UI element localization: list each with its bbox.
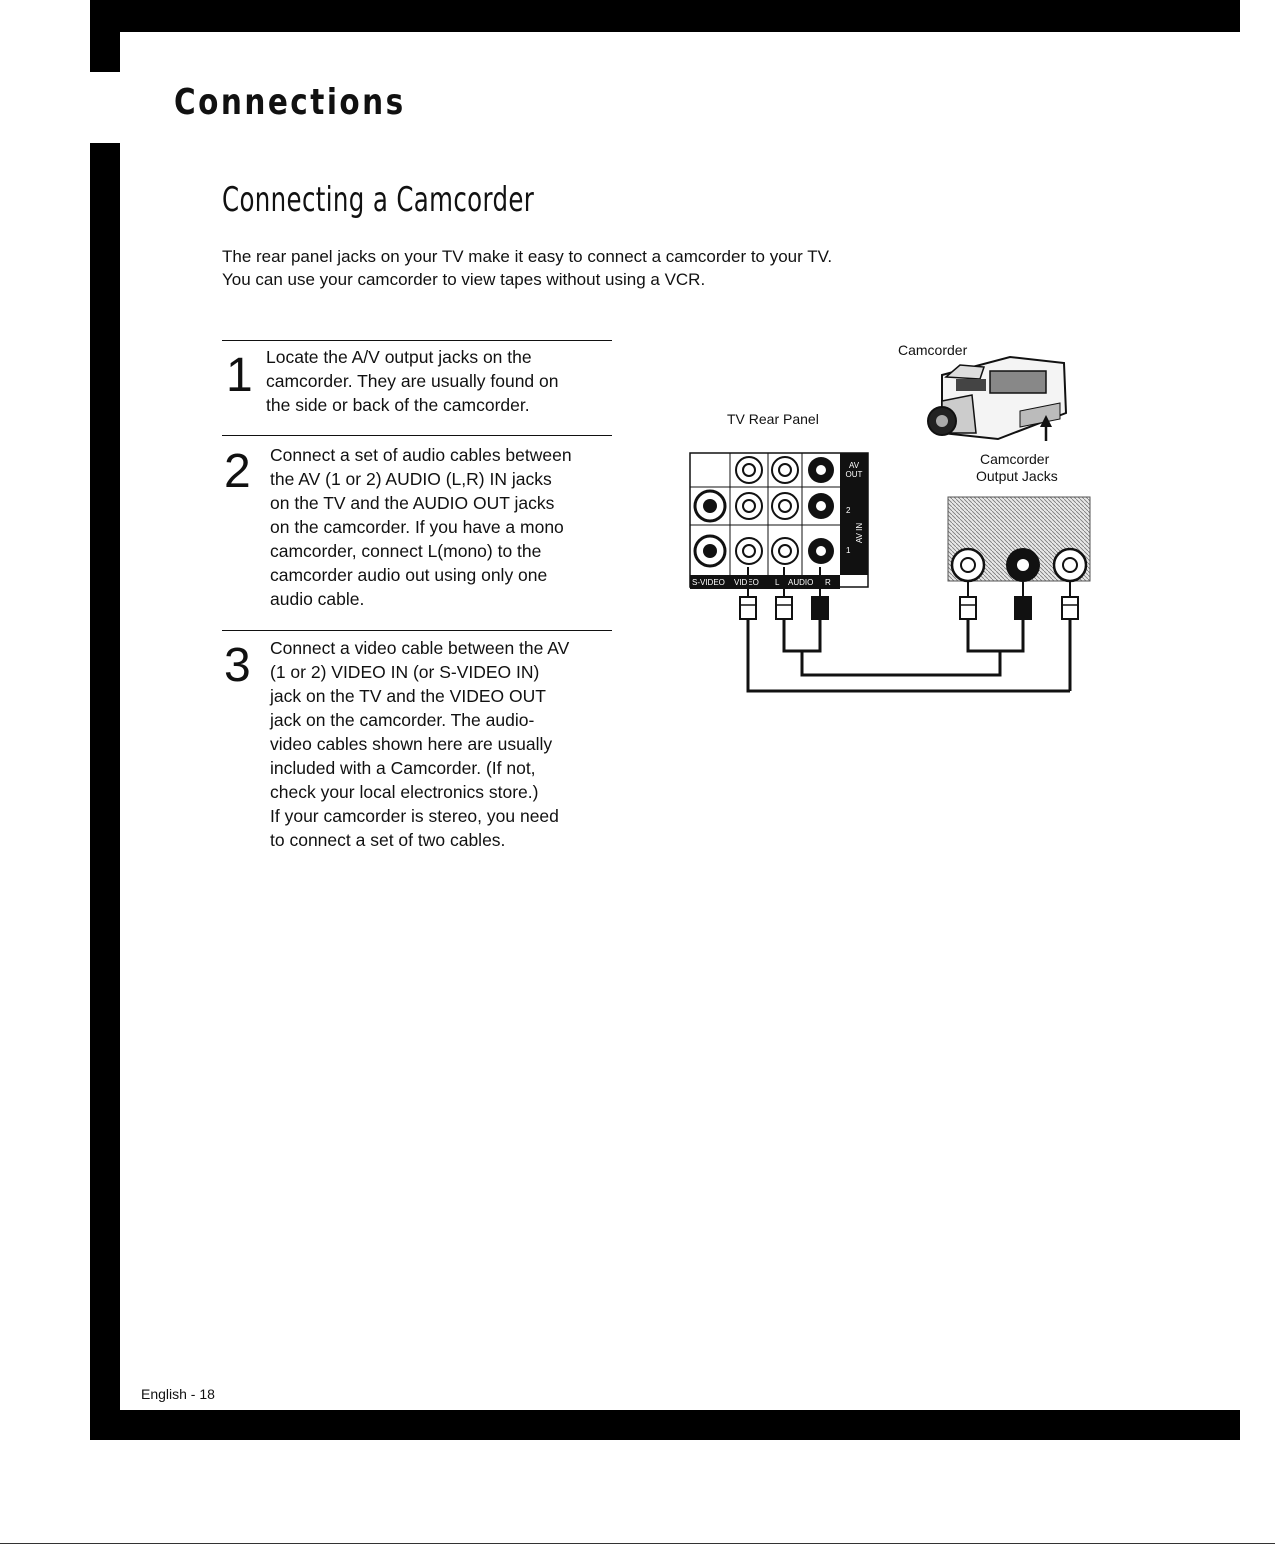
intro-line: The rear panel jacks on your TV make it easy to connect a camcorder to your TV. [222, 247, 833, 266]
camcorder-jack-panel [948, 497, 1090, 582]
camcorder-output-label: Output Jacks [976, 468, 1058, 484]
camcorder-label: Camcorder [898, 342, 968, 358]
rca-jack [772, 538, 798, 564]
audio-l-label: L [775, 578, 780, 587]
audio-label: AUDIO [788, 578, 814, 587]
step-line: Locate the A/V output jacks on the [266, 347, 532, 367]
subsection-title: Connecting a Camcorder [222, 180, 535, 220]
step-number: 1 [226, 349, 253, 402]
rca-jack [736, 538, 762, 564]
step-divider [222, 435, 612, 436]
step-line: on the TV and the AUDIO OUT jacks [270, 493, 555, 513]
camcorder-output-label: Camcorder [980, 451, 1050, 467]
step-number: 2 [224, 445, 251, 498]
section-title: Connections [174, 82, 406, 123]
step-line: check your local electronics store.) [270, 782, 539, 802]
rca-jack [808, 457, 834, 483]
intro-paragraph [222, 245, 832, 291]
step-line: the AV (1 or 2) AUDIO (L,R) IN jacks [270, 469, 552, 489]
rca-jack [952, 549, 984, 581]
step-line: to connect a set of two cables. [270, 830, 506, 850]
rca-jack [736, 457, 762, 483]
av-in-label: AV IN [855, 522, 864, 544]
step-3-text [270, 636, 569, 852]
step-line: (1 or 2) VIDEO IN (or S-VIDEO IN) [270, 662, 540, 682]
s-video-jack [695, 536, 725, 566]
top-border-bar [90, 0, 1240, 32]
intro-line: You can use your camcorder to view tapes without using a VCR. [222, 270, 706, 289]
step-1-text [266, 345, 558, 417]
video-label: VIDEO [734, 578, 759, 587]
step-line: the side or back of the camcorder. [266, 395, 530, 415]
step-line: Connect a set of audio cables between [270, 445, 572, 465]
rca-jack [1006, 548, 1040, 582]
connection-diagram [680, 335, 1100, 705]
rca-jack [772, 493, 798, 519]
bottom-border-bar [90, 1410, 1240, 1440]
rca-jack [772, 457, 798, 483]
step-line: camcorder, connect L(mono) to the [270, 541, 542, 561]
step-line: video cables shown here are usually [270, 734, 553, 754]
step-2-text [270, 443, 572, 611]
step-line: Connect a video cable between the AV [270, 638, 570, 658]
step-line: camcorder audio out using only one [270, 565, 548, 585]
step-number: 3 [224, 639, 251, 692]
s-video-label: S-VIDEO [692, 578, 725, 587]
s-video-jack [695, 491, 725, 521]
step-divider [222, 630, 612, 631]
audio-r-label: R [825, 578, 831, 587]
step-divider [222, 340, 612, 341]
tv-rear-panel-label: TV Rear Panel [727, 411, 819, 427]
step-line: included with a Camcorder. (If not, [270, 758, 536, 778]
step-line: audio cable. [270, 589, 365, 609]
rca-jack [1054, 549, 1086, 581]
step-line: on the camcorder. If you have a mono [270, 517, 564, 537]
rca-jack [736, 493, 762, 519]
av-out-label: AV [848, 461, 860, 470]
top-left-border-stub [90, 32, 120, 72]
tv-rear-panel [690, 453, 868, 589]
rca-jack [808, 538, 834, 564]
step-line: camcorder. They are usually found on [266, 371, 559, 391]
step-line: jack on the camcorder. The audio- [270, 710, 535, 730]
page-number: English - 18 [141, 1386, 215, 1402]
rca-jack [808, 493, 834, 519]
av-in-row-label: 1 [846, 546, 851, 555]
av-out-label: OUT [845, 470, 863, 479]
step-line: If your camcorder is stereo, you need [270, 806, 559, 826]
page-edge-line [0, 1543, 1275, 1544]
av-in-row-label: 2 [846, 506, 851, 515]
left-border-bar [90, 143, 120, 1440]
step-line: jack on the TV and the VIDEO OUT [270, 686, 546, 706]
